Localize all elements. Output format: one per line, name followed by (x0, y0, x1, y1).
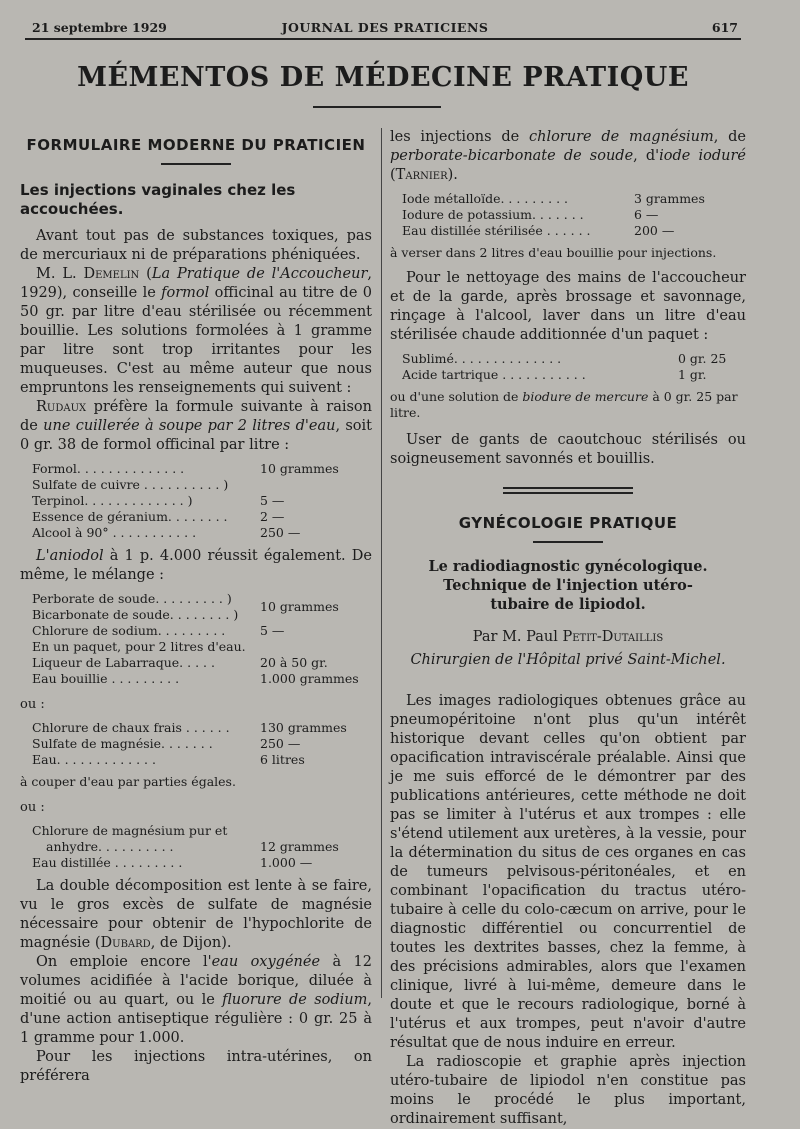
recipe-row: Chlorure de sodium. . . . . . . . . 5 — (32, 623, 285, 638)
recipe-row: Sulfate de cuivre . . . . . . . . . . ) (32, 477, 229, 492)
header-page-number: 617 (711, 20, 738, 35)
paragraph-article: La radioscopie et graphie après injection utéro-tubaire de lipiodol n'en constitue pas moins le procédé le plus important, ordinairement suffisant, (390, 1054, 746, 1127)
paragraph-article: Les images radiologiques obtenues grâce au pneumopéritoine n'ont plus qu'un intérêt historique devant celles qu'on obtient par opacification intraviscérale préalable. Ainsi que je me suis efforcé de le démontrer par des publications antérieures, cette méthode ne doit pas se limiter à l'utérus et aux trompes : elle s'étend utilement aux uretères, à la vessie, pour la détermination du situs de ces organes en cas de tumeurs pelvisous-péritonéales, et en combinant l'opacification du tractus utéro-tubaire à celle du colo-cæcum on arrive, pour le diagnostic différentiel ou concurrentiel de toutes les dextrites basses, chez la femme, à des précisions admirables, alors que l'examen clinique, livré à lui-même, demeure dans le doute et que le recours radiologique, borné à l'utérus et aux trompes, peut n'avoir d'autre résultat que de nous induire en erreur. (390, 693, 746, 1051)
recipe-row: Chlorure de magnésium pur et (32, 823, 228, 838)
author-name: Dubard (100, 935, 151, 951)
recipe-note: ou d'une solution de biodure de mercure à 0 gr. 25 par litre. (390, 389, 738, 420)
right-column (390, 128, 746, 1129)
book-title: La Pratique de l'Accoucheur (151, 266, 368, 282)
section-rule (161, 163, 231, 165)
recipe-sublime (402, 351, 746, 383)
recipe-chlorure-magnesium (32, 823, 372, 871)
paragraph-aniodol: L'aniodol à 1 p. 4.000 réussit également. De même, le mélange : (20, 548, 372, 583)
recipe-note: à verser dans 2 litres d'eau bouillie pour injections. (390, 245, 717, 260)
recipe-row: Acide tartrique . . . . . . . . . . . 1 gr. (402, 367, 707, 382)
paragraph-nettoyage: Pour le nettoyage des mains de l'accoucheur et de la garde, après brossage et savonnage, rinçage à l'alcool, laver dans un litre d'eau stérilisée chaude additionnée d'un paquet : (390, 270, 746, 343)
header-rule (25, 38, 741, 40)
paragraph-continuation: les injections de chlorure de magnésium, de perborate-bicarbonate de soude, d'iode ioduré (Tarnier). (390, 129, 747, 183)
author-name: Rudaux (36, 399, 87, 415)
recipe-row: Alcool à 90° . . . . . . . . . . . 250 — (32, 525, 301, 540)
braced-ingredients: Perborate de soude. . . . . . . . . ) Bicarbonate de soude. . . . . . . . ) 10 grammes (32, 591, 339, 622)
paragraph-demelin: M. L. Demelin (La Pratique de l'Accoucheur, 1929), conseille le formol officinal au titre de 0 50 gr. par litre d'eau stérilisée ou récemment bouillie. Les solutions formolées à 1 gramme par litre sont trop irritantes pour les muqueuses. C'est au même auteur que nous empruntons les renseignements qui suivent : (20, 266, 372, 396)
or-separator: ou : (20, 800, 45, 815)
recipe-row: Eau. . . . . . . . . . . . . 6 litres (32, 752, 305, 767)
header-journal-name: JOURNAL DES PRATICIENS (281, 20, 489, 35)
recipe-row: Liqueur de Labarraque. . . . . 20 à 50 gr. (32, 655, 328, 670)
paragraph: Avant tout pas de substances toxiques, pas de mercuriaux ni de préparations phéniquées. (20, 228, 372, 263)
recipe-row: Iodure de potassium. . . . . . . 6 — (402, 207, 659, 222)
running-header (32, 20, 738, 40)
recipe-chlorure-chaux (32, 720, 372, 768)
paragraph-decomposition: La double décomposition est lente à se faire, vu le gros excès de sulfate de magnésie nécessaire pour obtenir de l'hypochlorite de magnésie (Dubard, de Dijon). (20, 878, 372, 951)
article-title: Le radiodiagnostic gynécologique. Technique de l'injection utéro-tubaire de lipiodol. (428, 558, 708, 613)
left-column (20, 128, 372, 1086)
recipe-row: Chlorure de chaux frais . . . . . . 130 grammes (32, 720, 347, 735)
recipe-row: Essence de géranium. . . . . . . . 2 — (32, 509, 285, 524)
paragraph-intra-uterines: Pour les injections intra-utérines, on préférera (20, 1049, 372, 1084)
main-title: MÉMENTOS DE MÉDECINE PRATIQUE (77, 62, 689, 93)
paragraph-eau-oxygenee: On emploie encore l'eau oxygénée à 12 volumes acidifiée à l'acide borique, diluée à moitié ou au quart, ou le fluorure de sodium, d'une action antiseptique régulière : 0 gr. 25 à 1 gramme pour 1.000. (20, 954, 372, 1046)
recipe-row: Sublimé. . . . . . . . . . . . . . 0 gr. 25 (402, 351, 727, 366)
paragraph-gants: User de gants de caoutchouc stérilisés ou soigneusement savonnés et bouillis. (390, 432, 746, 467)
recipe-perborate (32, 591, 372, 687)
author-name: Tarnier (395, 167, 448, 183)
title-rule (313, 106, 441, 108)
recipe-row: Eau bouillie . . . . . . . . . 1.000 grammes (32, 671, 359, 686)
recipe-note: à couper d'eau par parties égales. (20, 774, 236, 789)
recipe-row: Iode métalloïde. . . . . . . . . 3 grammes (402, 191, 705, 206)
or-separator: ou : (20, 697, 45, 712)
section-rule (533, 541, 603, 543)
paragraph-rudaux: Rudaux préfère la formule suivante à raison de une cuillerée à soupe par 2 litres d'eau, soit 0 gr. 38 de formol officinal par litre : (20, 399, 372, 453)
recipe-note: En un paquet, pour 2 litres d'eau. (32, 639, 246, 654)
section-title-gynecologie: GYNÉCOLOGIE PRATIQUE (458, 514, 678, 532)
section-title-formulaire: FORMULAIRE MODERNE DU PRATICIEN (26, 136, 366, 154)
article-author: Par M. Paul Petit-Dutaillis (472, 629, 664, 645)
column-divider (381, 128, 382, 998)
subheading-injections: Les injections vaginales chez les accouchées. (20, 181, 296, 218)
recipe-row: anhydre. . . . . . . . . . 12 grammes (46, 839, 339, 854)
recipe-iode (402, 191, 746, 239)
recipe-rudaux (32, 461, 372, 541)
recipe-row: Eau distillée stérilisée . . . . . . 200 — (402, 223, 675, 238)
double-rule-separator (503, 487, 633, 494)
recipe-row: Terpinol. . . . . . . . . . . . . ) 5 — (32, 493, 285, 508)
header-date: 21 septembre 1929 (32, 20, 167, 35)
recipe-row: Sulfate de magnésie. . . . . . . 250 — (32, 736, 301, 751)
author-name: Demelin (83, 266, 140, 282)
recipe-row: Formol. . . . . . . . . . . . . . 10 grammes (32, 461, 339, 476)
author-affiliation: Chirurgien de l'Hôpital privé Saint-Michel. (410, 652, 726, 668)
recipe-row: Eau distillée . . . . . . . . . 1.000 — (32, 855, 313, 870)
